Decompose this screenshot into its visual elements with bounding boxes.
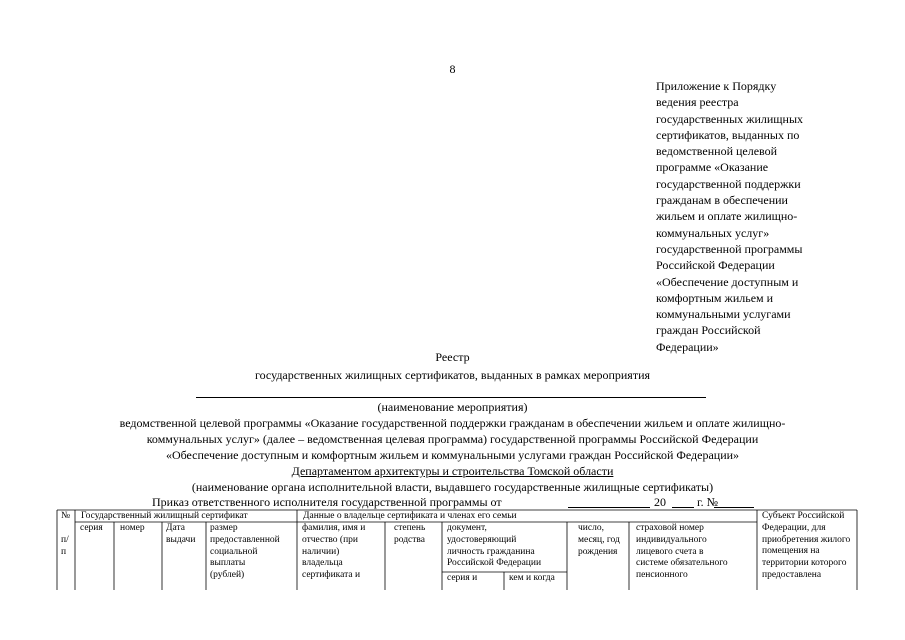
appendix-line: гражданам в обеспечении xyxy=(656,193,788,208)
cell-line: социальной xyxy=(210,546,258,557)
cell-line: системе обязательного xyxy=(636,558,728,569)
cell-line: родства xyxy=(394,534,426,545)
cell-line: степень xyxy=(394,523,426,533)
appendix-line: комфортным жильем и xyxy=(656,290,774,305)
cell-line: личность гражданина xyxy=(447,546,535,557)
col-snils-header xyxy=(636,523,728,582)
appendix-line: Приложение к Порядку xyxy=(656,79,777,93)
col-num-header xyxy=(61,511,70,558)
cell-line: выдачи xyxy=(166,534,196,545)
cell-line: приобретения жилого xyxy=(762,534,851,545)
col-issue-date-header xyxy=(166,523,195,547)
cell-line: предоставлена xyxy=(762,569,822,580)
appendix-line: Федерации» xyxy=(656,339,719,354)
col-doc-series-header: серия и xyxy=(447,573,478,583)
cell-line: сертификата и xyxy=(302,570,361,581)
cell-line: рождения xyxy=(578,546,618,557)
appendix-line: жильем и оплате жилищно- xyxy=(656,209,798,224)
col-doc-issued-header: кем и когда xyxy=(509,573,555,583)
appendix-line: коммунальными услугами xyxy=(656,307,791,322)
cell-line: Российской Федерации xyxy=(447,558,542,569)
registry-subtitle: государственных жилищных сертификатов, выданных в рамках мероприятия xyxy=(254,368,651,382)
page-number: 8 xyxy=(449,62,456,76)
col-subject-header xyxy=(762,511,850,582)
cell-line: помещения на xyxy=(762,546,820,557)
cell-line: предоставленной xyxy=(210,534,280,545)
col-fullname-header xyxy=(302,523,365,582)
appendix-line: «Обеспечение доступным и xyxy=(656,274,799,289)
cell-line: Федерации, для xyxy=(762,522,826,533)
cell-line: № xyxy=(61,511,71,521)
cell-line: документ, xyxy=(447,523,487,533)
appendix-line: коммунальных услуг» xyxy=(656,225,770,240)
appendix-line: ведения реестра xyxy=(656,95,739,110)
col-number-header: номер xyxy=(120,523,145,533)
department-text: Департаментом архитектуры и строительства Томской области xyxy=(291,464,614,478)
cell-line: страховой номер xyxy=(636,523,704,533)
order-prefix: Приказ ответственного исполнителя государственной программы от xyxy=(152,495,502,509)
col-birthdate-header xyxy=(578,523,620,558)
appendix-line: сертификатов, выданных по xyxy=(656,127,800,142)
col-document-header xyxy=(447,523,541,570)
cell-line: Дата xyxy=(166,523,185,533)
order-suffix: г. № xyxy=(697,495,719,509)
cell-line: пенсионного xyxy=(636,570,688,581)
authority-caption: (наименование органа исполнительной власти, выдавшего государственные жилищные сертификаты) xyxy=(191,480,714,494)
col-relation-header xyxy=(394,523,425,547)
cell-line: выплаты xyxy=(210,558,246,569)
group-certificate-header: Государственный жилищный сертификат xyxy=(81,511,248,521)
appendix-line: программе «Оказание xyxy=(656,160,769,175)
registry-title: Реестр xyxy=(435,350,470,364)
cell-line: отчество (при xyxy=(302,534,359,545)
appendix-line: граждан Российской xyxy=(656,323,761,338)
cell-line: (рублей) xyxy=(210,570,245,581)
appendix-line: государственной программы xyxy=(656,241,803,256)
cell-line: территории которого xyxy=(762,558,847,569)
program-line-3: «Обеспечение доступным и комфортным жильем и коммунальными услугами граждан Российской Федерации» xyxy=(165,448,740,462)
cell-line: п xyxy=(61,546,67,557)
cell-line: фамилия, имя и xyxy=(302,523,366,533)
cell-line: число, xyxy=(578,523,604,533)
program-line-1: ведомственной целевой программы «Оказание государственной поддержки гражданам в обеспечении жильем и оплате жилищно- xyxy=(119,416,786,430)
appendix-line: ведомственной целевой xyxy=(656,144,778,159)
program-line-2: коммунальных услуг» (далее – ведомственная целевая программа) государственной программы Российской Федерации xyxy=(146,432,759,446)
cell-line: лицевого счета в xyxy=(636,546,704,557)
cell-line: удостоверяющий xyxy=(447,534,517,545)
order-year: 20 xyxy=(654,495,666,509)
col-payment-header xyxy=(210,523,280,582)
activity-caption: (наименование мероприятия) xyxy=(377,400,528,414)
cell-line: Субъект Российской xyxy=(762,511,845,521)
group-owner-header: Данные о владельце сертификата и членах его семьи xyxy=(303,511,517,521)
cell-line: месяц, год xyxy=(578,534,620,545)
col-series-header: серия xyxy=(80,523,103,533)
cell-line: наличии) xyxy=(302,546,340,557)
cell-line: индивидуального xyxy=(636,534,707,545)
appendix-line: Российской Федерации xyxy=(656,258,775,273)
cell-line: п/ xyxy=(61,534,69,545)
cell-line: размер xyxy=(210,523,238,533)
cell-line: владельца xyxy=(302,558,343,569)
appendix-line: государственных жилищных xyxy=(656,111,804,126)
appendix-line: государственной поддержки xyxy=(656,176,801,191)
